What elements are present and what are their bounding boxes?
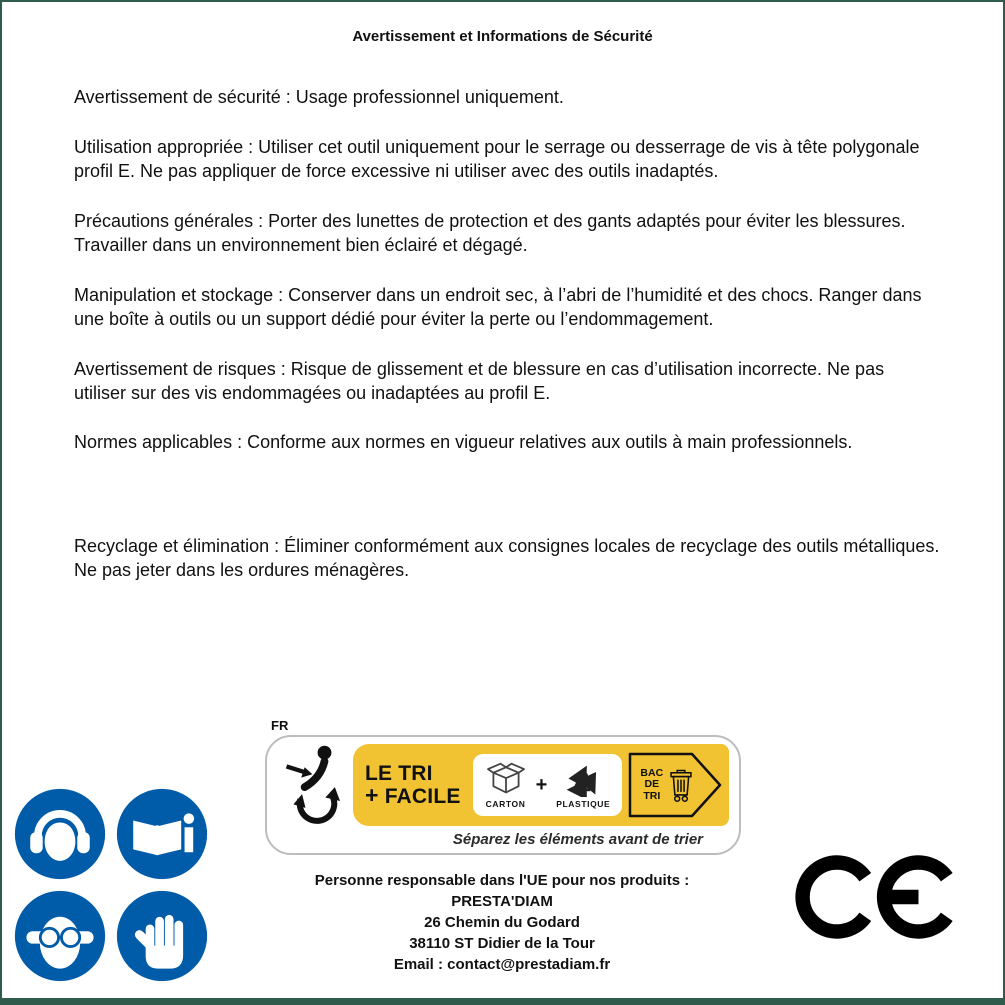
trash-bin-icon — [668, 767, 694, 803]
info-tri-banner — [265, 735, 741, 855]
read-manual-icon — [114, 786, 210, 882]
safety-text-block — [74, 86, 940, 609]
paragraph-manipulation-stockage: Manipulation et stockage : Conserver dans un endroit sec, à l’abri de l’humidité et des chocs. Ranger dans une boîte à outils ou un support dédié pour éviter la perte ou l’endommagement. — [74, 284, 922, 329]
bac-de-tri-flag — [628, 752, 722, 818]
ce-mark-icon — [795, 844, 963, 950]
le-tri-text: LE TRI — [365, 761, 433, 785]
address-email: Email : contact@prestadiam.fr — [393, 956, 611, 973]
fr-label: FR — [271, 718, 289, 733]
plastique-icon — [565, 761, 601, 797]
address-line-responsible: Personne responsable dans l'UE pour nos produits : — [314, 872, 690, 889]
plus-sign: + — [365, 781, 379, 808]
facile-text: FACILE — [384, 784, 461, 808]
wear-eye-protection-icon — [12, 888, 108, 984]
tri-facile-band — [353, 744, 729, 826]
plastique-item — [556, 761, 610, 809]
paragraph-avertissement-securite: Avertissement de sécurité : Usage professionnel uniquement. — [74, 87, 564, 107]
mandatory-pictograms — [12, 786, 210, 984]
triman-icon — [277, 744, 353, 826]
carton-item — [485, 761, 527, 809]
paragraph-normes-applicables: Normes applicables : Conforme aux normes en vigueur relatives aux outils à main professionnels. — [74, 432, 853, 453]
materials-plus-sign: + — [535, 773, 548, 796]
address-city: 38110 ST Didier de la Tour — [409, 935, 595, 952]
page-title: Avertissement et Informations de Sécurité — [352, 28, 653, 45]
bac-de-tri-label: BAC DE TRI — [640, 767, 664, 802]
paragraph-precautions-generales: Précautions générales : Porter des lunettes de protection et des gants adaptés pour éviter les blessures. Travailler dans un environnement bien éclairé et dégagé. — [74, 210, 906, 255]
carton-icon — [485, 761, 527, 797]
tri-tagline: Séparez les éléments avant de trier — [452, 831, 703, 848]
le-tri-facile-label — [365, 763, 461, 808]
carton-label: CARTON — [485, 799, 526, 809]
materials-box — [473, 754, 623, 816]
paragraph-utilisation-appropriee: Utilisation appropriée : Utiliser cet outil uniquement pour le serrage ou desserrage de vis à tête polygonale profil E. Ne pas appliquer de force excessive ni utiliser avec des outils inadaptés. — [74, 136, 920, 181]
address-street: 26 Chemin du Godard — [424, 914, 580, 931]
info-tri-block — [265, 718, 741, 855]
plastique-label: PLASTIQUE — [556, 799, 611, 809]
responsible-address — [242, 870, 762, 975]
address-company: PRESTA'DIAM — [451, 893, 553, 910]
wear-gloves-icon — [114, 888, 210, 984]
paragraph-avertissement-risques: Avertissement de risques : Risque de glissement et de blessure en cas d’utilisation incorrecte. Ne pas utiliser sur des vis endommagées ou inadaptées au profil E. — [74, 358, 885, 403]
paragraph-recyclage-elimination: Recyclage et élimination : Éliminer conformément aux consignes locales de recyclage des outils métalliques. Ne pas jeter dans les ordures ménagères. — [74, 536, 940, 581]
wear-ear-protection-icon — [12, 786, 108, 882]
